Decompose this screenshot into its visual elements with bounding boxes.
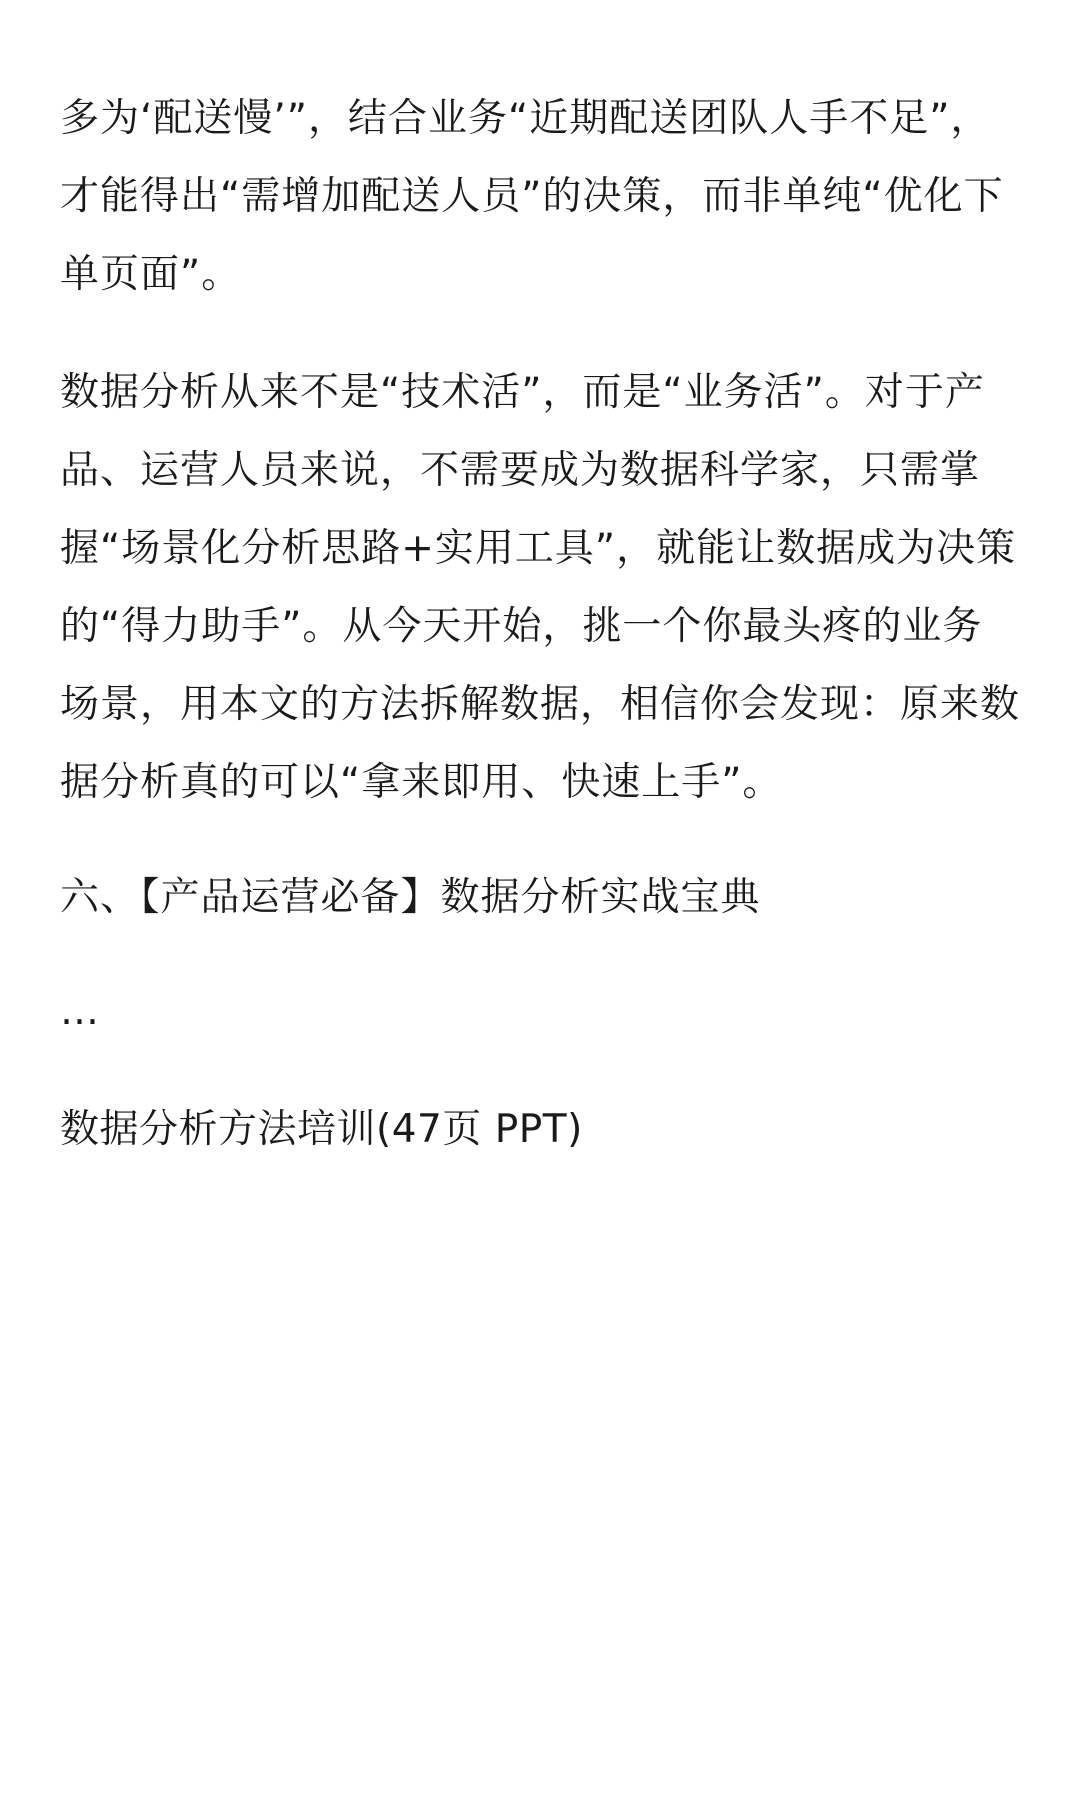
paragraph-text: 数据分析从来不是“技术活”，而是“业务活”。对于产品、运营人员来说，不需要成为数据科学家，只需掌握“场景化分析思路+实用工具”，就能让数据成为决策的“得力助手”。从今天开始，挑一个你最头疼的业务场景，用本文的方法拆解数据，相信你会发现：原来数据分析真的可以“拿来即用、快速上手”。 [60, 370, 1021, 805]
paragraph-text: 多为‘配送慢’”，结合业务“近期配送团队人手不足”，才能得出“需增加配送人员”的决策，而非单纯“优化下单页面”。 [60, 96, 1004, 297]
resource-title[interactable]: 数据分析方法培训(47页 PPT) [60, 1107, 583, 1152]
ellipsis-text: … [60, 989, 101, 1034]
section-heading: 六、【产品运营必备】数据分析实战宝典 [60, 875, 761, 920]
